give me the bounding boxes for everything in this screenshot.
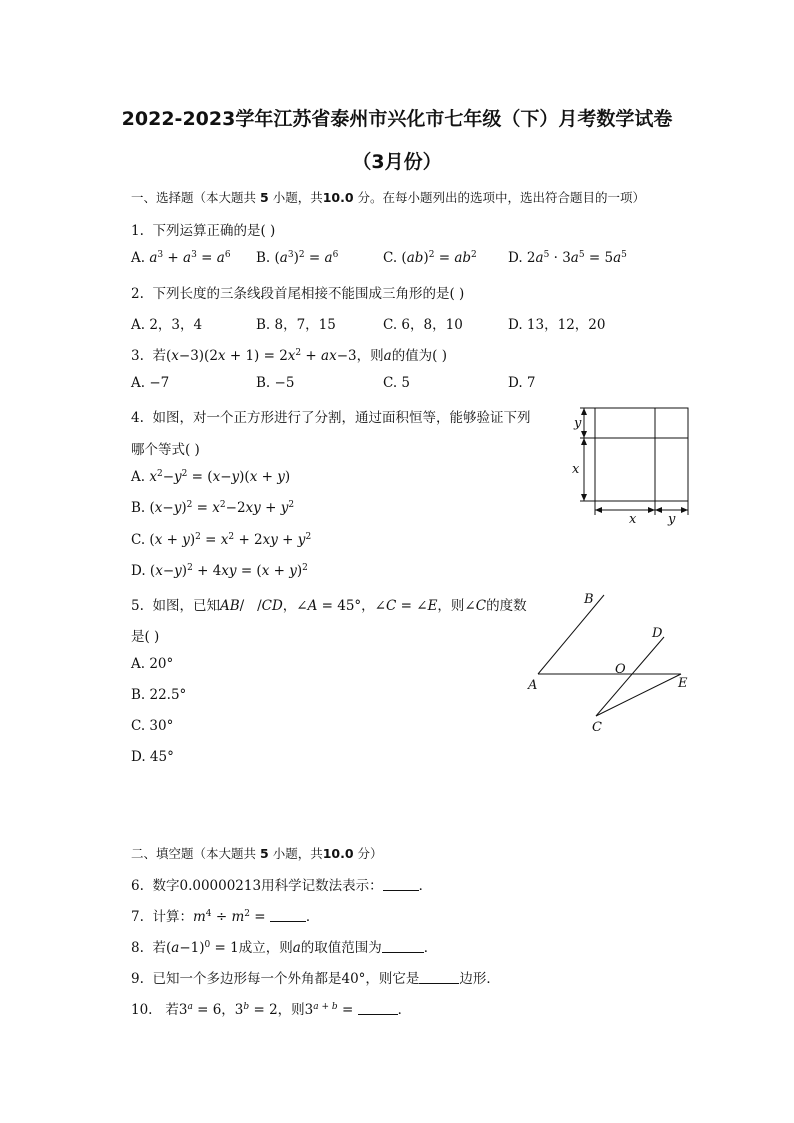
label-b: B [584, 592, 594, 607]
label-y-bottom: y [668, 512, 676, 527]
label-c: C [592, 720, 602, 735]
q4-option-a[interactable]: A. $x^2-y^2 = (x-y)(x + y)$ [131, 469, 291, 485]
question-3: 3. 若$(x-3)(2x + 1) = 2x^2 + ax-3$，则a的值为( ) [131, 348, 448, 364]
exam-title: 2022-2023学年江苏省泰州市兴化市七年级（下）月考数学试卷 [121, 108, 673, 130]
exam-subtitle: （3月份） [352, 151, 442, 173]
q9-answer-blank[interactable] [419, 971, 459, 984]
question-2: 2. 下列长度的三条线段首尾相接不能围成三角形的是( ) [131, 286, 465, 302]
q2-option-a[interactable]: A. 2，3，4 [131, 317, 203, 333]
segment-ab [538, 595, 604, 674]
q4-square-figure [570, 400, 700, 530]
question-4-line2: 哪个等式( ) [131, 442, 200, 458]
q3-option-d[interactable]: D. 7 [508, 375, 536, 391]
q4-option-d[interactable]: D. $(x-y)^2 + 4xy = (x + y)^2$ [131, 563, 308, 579]
section-1-header: 一、选择题（本大题共 5 小题，共10.0 分。在每小题列出的选项中，选出符合题目的一项） [131, 190, 646, 205]
question-4: 4. 如图，对一个正方形进行了分割，通过面积恒等，能够验证下列 [131, 410, 531, 426]
q5-option-a[interactable]: A. 20° [131, 656, 174, 672]
question-8: 8. 若$(a-1)^0 = 1$成立，则a的取值范围为 ． [131, 940, 438, 956]
q6-answer-blank[interactable] [383, 878, 419, 891]
q1-option-c[interactable]: C. $(ab)^2 = ab^2$ [383, 250, 477, 266]
segment-ce [596, 674, 681, 716]
label-e: E [678, 676, 688, 691]
label-o: O [615, 662, 626, 677]
label-x-left: x [572, 462, 580, 477]
question-6: 6. 数字0.00000213用科学记数法表示： ． [131, 878, 433, 894]
q3-option-b[interactable]: B. −5 [256, 375, 295, 391]
q4-option-b[interactable]: B. $(x-y)^2 = x^2-2xy + y^2$ [131, 500, 295, 516]
q1-option-b[interactable]: B. $(a^3)^2 = a^6$ [256, 250, 339, 266]
q3-option-a[interactable]: A. −7 [131, 375, 170, 391]
question-5: 5. 如图，已知AB/ /CD，∠A = 45°，∠C = ∠E，则∠C的度数 [131, 598, 527, 614]
outer-square [595, 408, 688, 501]
label-d: D [652, 626, 663, 641]
q4-option-c[interactable]: C. $(x + y)^2 = x^2 + 2xy + y^2$ [131, 532, 312, 548]
q5-option-b[interactable]: B. 22.5° [131, 687, 187, 703]
question-9: 9. 已知一个多边形每一个外角都是40°，则它是 边形． [131, 971, 500, 987]
label-a: A [528, 678, 538, 693]
q2-option-c[interactable]: C. 6，8，10 [383, 317, 463, 333]
q1-option-a[interactable]: A. $a^3 + a^3 = a^6$ [131, 250, 231, 266]
q5-option-d[interactable]: D. 45° [131, 749, 174, 765]
q2-option-d[interactable]: D. 13，12，20 [508, 317, 606, 333]
q5-parallel-lines-figure [520, 585, 700, 740]
question-10: 10. 若$3^a = 6$，$3^b = 2$，则$3^{a + b}$ = ． [131, 1002, 412, 1018]
question-7: 7. 计算：$m^4 \div m^2$ = ． [131, 909, 320, 925]
q7-answer-blank[interactable] [270, 909, 306, 922]
q3-option-c[interactable]: C. 5 [383, 375, 411, 391]
q1-option-d[interactable]: D. $2a^5 \cdot 3a^5 = 5a^5$ [508, 250, 627, 266]
segment-cd [596, 637, 664, 716]
question-1: 1. 下列运算正确的是( ) [131, 223, 276, 239]
q10-answer-blank[interactable] [358, 1002, 398, 1015]
section-2-header: 二、填空题（本大题共 5 小题，共10.0 分） [131, 846, 383, 861]
q5-option-c[interactable]: C. 30° [131, 718, 174, 734]
q2-option-b[interactable]: B. 8，7，15 [256, 317, 336, 333]
label-x-bottom: x [629, 512, 637, 527]
q8-answer-blank[interactable] [382, 940, 424, 953]
label-y-left: y [574, 416, 582, 431]
question-5-line2: 是( ) [131, 629, 160, 645]
